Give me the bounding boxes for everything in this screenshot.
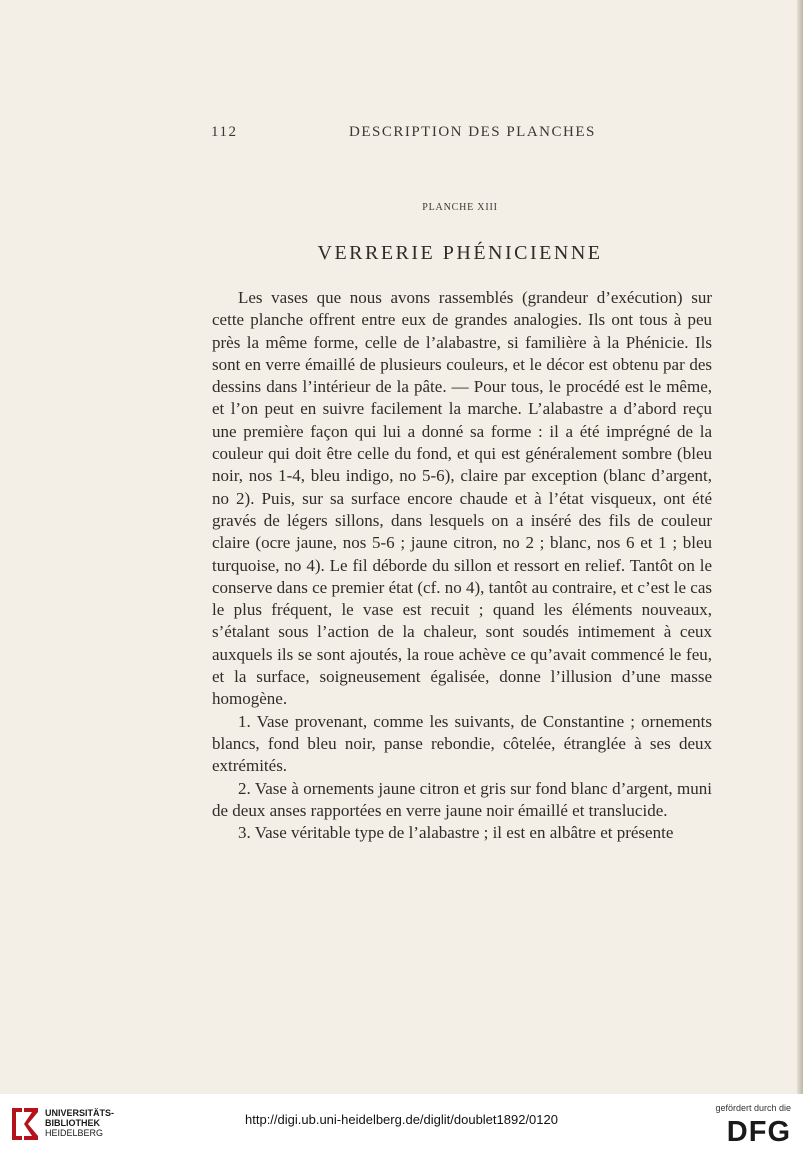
dfg-logo: DFG xyxy=(726,1116,791,1148)
library-name-line2: BIBLIOTHEK xyxy=(45,1118,100,1128)
paragraph-item-2: 2. Vase à ornements jaune citron et gris sur fond blanc d’argent, muni de deux anses rapportées en verre jaune noir émaillé et translucide. xyxy=(212,778,712,820)
running-title: DESCRIPTION DES PLANCHES xyxy=(349,124,596,140)
library-name-line1: UNIVERSITÄTS- xyxy=(45,1108,115,1118)
body-text xyxy=(212,287,712,844)
page-edge xyxy=(797,0,803,1094)
paragraph-intro: Les vases que nous avons rassemblés (grandeur d’exécution) sur cette planche offrent entre eux de grandes analogies. Ils ont tous à peu près la même forme, celle de l’alabastre, si familière à la Phénicie. Ils sont en verre émaillé de plusieurs couleurs, et le décor est obtenu par des dessins dans l’intérieur de la pâte. — Pour tous, le procédé est le même, et l’on peut en suivre facilement la marche. L’alabastre a d’abord reçu une première façon qui lui a donné sa forme : il a été imprégné de la couleur qui doit être celle du fond, et qui est généralement sombre (bleu noir, nos 1-4, bleu indigo, no 5-6), claire par exception (blanc d’argent, no 2). Puis, sur sa surface encore chaude et à l’état visqueux, ont été gravés de légers sillons, dans lesquels on a inséré des fils de couleur claire (ocre jaune, nos 5-6 ; jaune citron, no 2 ; blanc, nos 6 et 1 ; bleu turquoise, no 4). Le fil déborde du sillon et ressort en relief. Tantôt on le conserve dans ce premier état (cf. no 4), tantôt au contraire, et c’est le cas le plus fréquent, le vase est recuit ; quand les éléments nouveaux, s’étalant sous l’action de la chaleur, sont soudés intimement à ceux auxquels ils se sont ajoutés, la roue achève ce qu’avait commencé le feu, et la surface, soigneusement égalisée, donne l’illusion d’une masse homogène. xyxy=(212,288,712,709)
footer-bar xyxy=(0,1094,803,1153)
funded-by-label: gefördert durch die xyxy=(715,1103,791,1113)
page-number: 112 xyxy=(211,124,238,140)
paragraph-item-3: 3. Vase véritable type de l’alabastre ; il est en albâtre et présente xyxy=(238,823,674,843)
library-name-line3: HEIDELBERG xyxy=(45,1128,104,1138)
permalink-url[interactable]: http://digi.ub.uni-heidelberg.de/diglit/doublet1892/0120 xyxy=(245,1112,558,1127)
paragraph-item-1: 1. Vase provenant, comme les suivants, de Constantine ; ornements blancs, fond bleu noir, panse rebondie, côtelée, étranglée à ses deux extrémités. xyxy=(212,711,712,776)
plate-label: PLANCHE XIII xyxy=(422,202,498,213)
plate-title: VERRERIE PHÉNICIENNE xyxy=(317,242,603,264)
